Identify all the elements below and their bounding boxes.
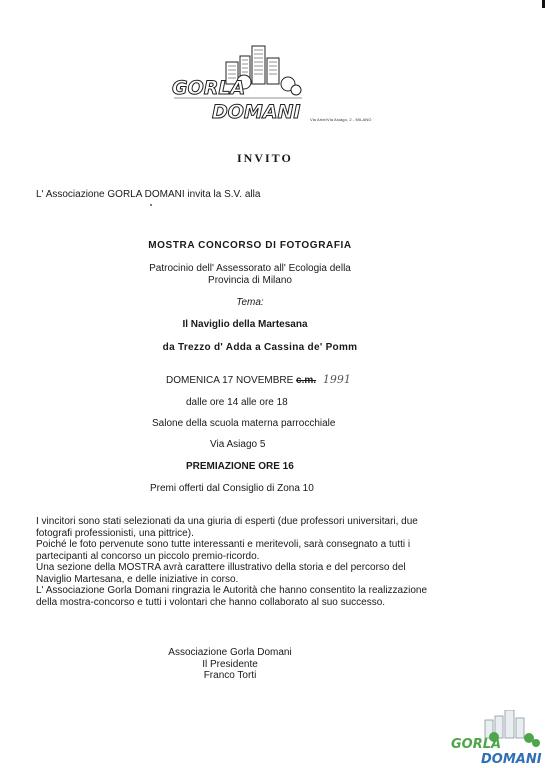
paragraph-line: fotografi professionisti, una pittrice). <box>36 527 194 539</box>
logo-word-domani: DOMANI <box>212 101 301 123</box>
logo-word-gorla: GORLA <box>172 77 246 99</box>
paragraph-line: Naviglio Martesana, e delle iniziative in corso. <box>36 573 239 585</box>
theme-subtitle: da Trezzo d' Adda a Cassina de' Pomm <box>162 342 358 353</box>
signature-org: Associazione Gorla Domani <box>168 647 292 658</box>
patronage-line-1: Patrocinio dell' Assessorato all' Ecologia della <box>149 263 351 274</box>
paragraph-line: I vincitori sono stati selezionati da una giuria di esperti (due professori universitari, due <box>36 516 418 527</box>
paragraph-line: della mostra-concorso e tutti i volontari che hanno collaborato al suo successo. <box>36 596 386 608</box>
prizes-line: Premi offerti dal Consiglio di Zona 10 <box>150 483 314 494</box>
gorla-domani-color-logo <box>449 710 545 768</box>
color-logo-word-domani: DOMANI <box>481 752 542 767</box>
event-date <box>166 373 351 386</box>
patronage-line-2: Provincia di Milano <box>208 275 292 286</box>
paragraph-line: Una sezione della MOSTRA avrà carattere illustrativo della storia e del percorso del <box>36 562 406 573</box>
patronage <box>70 263 430 287</box>
paragraph-line: partecipanti al concorso un piccolo premio-ricordo. <box>36 550 260 562</box>
event-date-cm: c.m. <box>296 375 317 386</box>
page-heading: INVITO <box>237 151 293 165</box>
award-time: PREMIAZIONE ORE 16 <box>186 461 294 472</box>
signature-block <box>150 647 310 682</box>
logo-address: Via Arbe/Via Asiago, 2 - MILANO <box>310 117 372 122</box>
handwritten-year: 1991 <box>322 373 351 386</box>
intro-line: L' Associazione GORLA DOMANI invita la S.V. alla <box>36 189 261 200</box>
scan-speck <box>150 204 152 206</box>
event-title: MOSTRA CONCORSO DI FOTOGRAFIA <box>148 240 352 251</box>
signature-role: Il Presidente <box>202 658 258 670</box>
event-date-text: DOMENICA 17 NOVEMBRE <box>166 375 294 386</box>
event-address: Via Asiago 5 <box>210 439 266 450</box>
paragraph-line: L' Associazione Gorla Domani ringrazia le Autorità che hanno consentito la realizzazione <box>36 585 428 596</box>
event-venue: Salone della scuola materna parrocchiale <box>152 418 336 429</box>
event-hours: dalle ore 14 alle ore 18 <box>186 397 288 408</box>
theme-label: Tema: <box>236 297 264 308</box>
description-paragraph <box>36 516 476 608</box>
paragraph-line: Poiché le foto pervenute sono tutte interessanti e meritevoli, sarà consegnato a tutti i <box>36 539 411 550</box>
theme-title: Il Naviglio della Martesana <box>182 319 308 330</box>
signature-name: Franco Torti <box>203 670 257 681</box>
gorla-domani-logo <box>168 44 308 130</box>
color-logo-word-gorla: GORLA <box>451 737 502 752</box>
